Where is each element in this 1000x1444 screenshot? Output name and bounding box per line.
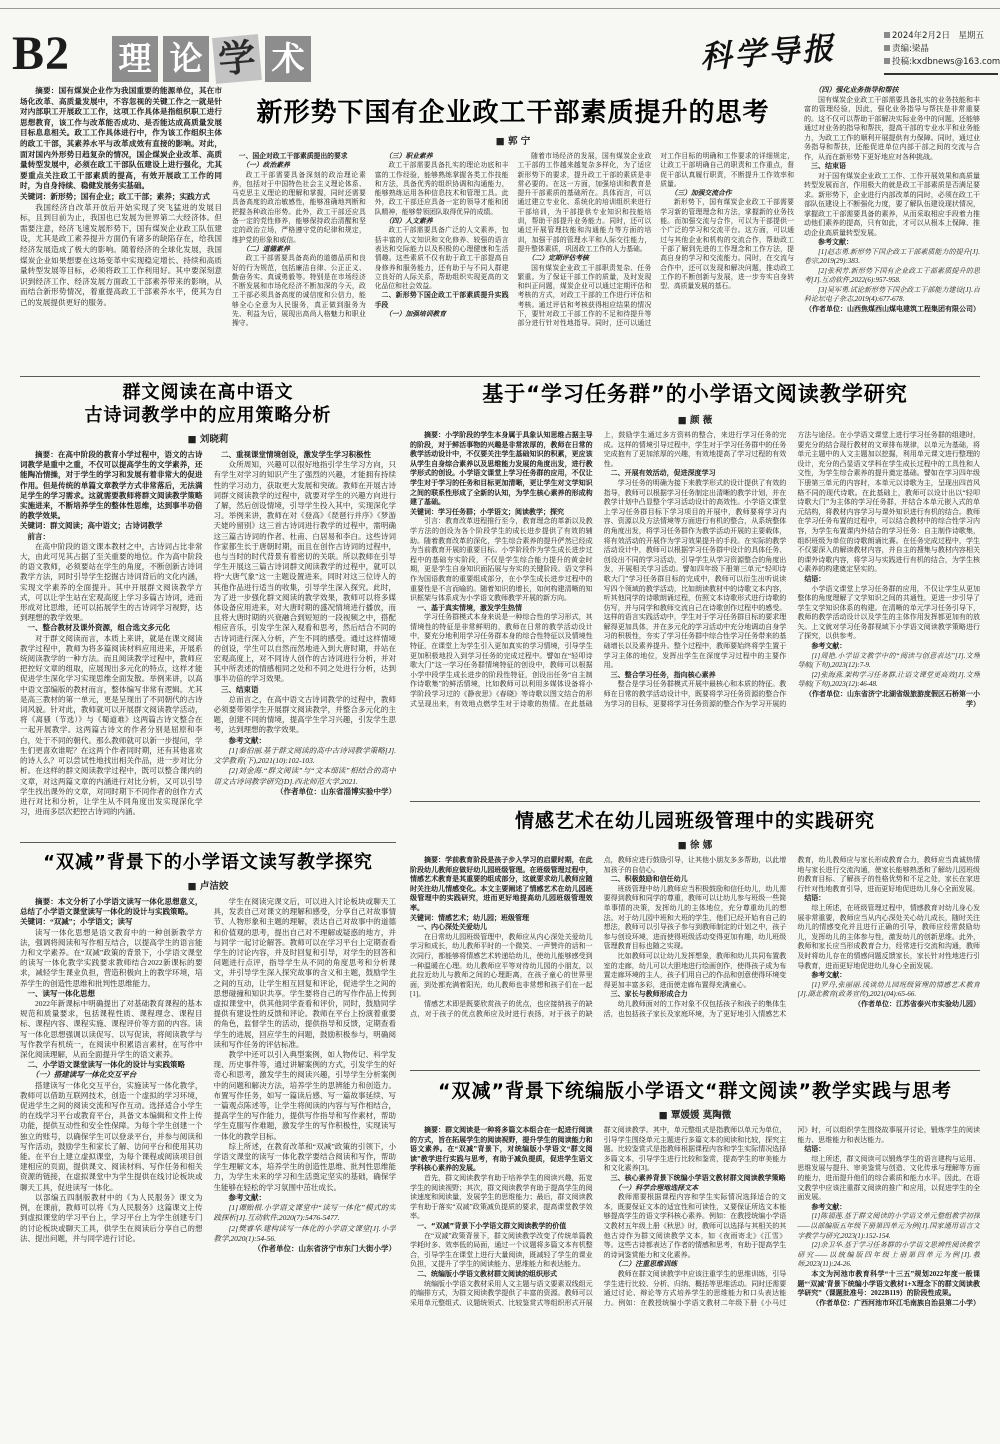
text-block-ref: [1]谭贻根.小学语文课堂中“读写一体化”模式的实践探析[J].互动软件,2020(7):5476-5477. bbox=[213, 1203, 396, 1223]
text-block-kw: 关键词：学习任务群；小学语文；阅读教学；探究 bbox=[410, 507, 564, 516]
article-qunwen-gushici bbox=[20, 382, 396, 843]
text-block-h2: （三）职业素养 bbox=[384, 153, 433, 160]
text-block-h1: 三、家长与教师形成合力 bbox=[610, 990, 688, 999]
article6-author: ■ 覃媛媛 莫陶微 bbox=[658, 1110, 732, 1121]
text-block-h1: 三、结束语 bbox=[811, 162, 846, 170]
text-block-unit: （作者单位：广西河池市环江毛南族自治县第二小学） bbox=[811, 1298, 980, 1307]
text-block-ref: [2]张利芳.新形势下国有企业政工干部素质提升的思考[J].互动软件,2022(6):957-958. bbox=[804, 266, 980, 284]
text-block-kw: 关键词：情感艺术；幼儿园；班级管理 bbox=[410, 913, 529, 922]
text-block-p: 对于群文阅读而言，本质上来讲，就是在课文阅读教学过程中，教师为将多篇阅读材料应用进来，开展系统阅读教学的一种方法。而且阅读教学过程中，教师应把控好文章的组取，应展现出多元化的特点，这样才能促进学生深化学习实现思维全面发散。举例来讲，以高中语文部编版的教材而言，整体编写非常有逻辑。尤其是高三教材的第一单元，更是呈现出了不同朝代的古诗词风貌。针对此，教师就可以开展群文阅读教学活动，将《离骚（节选）》与《蜀道难》这两篇古诗文整合在一起开展教学。这两篇古诗文的作者分别是屈原和李白，处于不同的朝代。那么教师就可以新一步提问，学生们更喜欢谁呢？在这两个作者同时期，还有其他喜欢的诗人么？可以尝试性地找出相关作品，进一步对比分析。在这样的群文阅读教学过程中，既可以整合课内的文章，对这两篇文章的内涵进行对比分析，又可以引导学生找出课外的文章，对同时期下不同作者的创作方式进行对比和分析，让学生从不同角度出发实现深化学习，进而多层次把控古诗词的内涵。 bbox=[20, 633, 203, 817]
text-block-unit: （作者单位：山东省济宁市东门大街小学） bbox=[253, 1243, 396, 1253]
text-block-p: 情感艺术即是既要欣赏孩子的优点，也应接纳孩子的缺点，对于孩子的优点教师应及时进行表扬，对于孩子的缺点，教师应进行鼓励引导，让其他小朋友多多帮助，以此增加孩子的自信心。 bbox=[410, 856, 787, 1018]
text-block-p: 比如教师可以让幼儿发挥想象，教师和幼儿共同布置教室的走廊，幼儿可以大胆地进行绘画创作，使得孩子成为布置走廊环境的主人，孩子们用自己的作品和创意使得环境变得更加丰富多彩，进而使走廊布置得充满童心。 bbox=[603, 951, 787, 989]
text-block-p: 综上所述，群文阅读可以锻炼学生的语言建构与运用、思维发展与提升、审美鉴赏与创造、文化传承与理解等方面的能力，进而提升他们的综合素质和能力水平。因此，在语文教学中应该注重群文阅读的推广和应用，以促进学生的全面发展。 bbox=[797, 1154, 980, 1202]
text-block-h2: （一）搭建读写一体化交互平台 bbox=[31, 1070, 137, 1080]
text-block-unit: （作者单位：江苏省泰兴市实验幼儿园） bbox=[853, 999, 980, 1008]
text-block-p: 新形势下，国有煤炭企业政工干部需要学习新的管理理念和方法，掌握新的业务技能。而加强交流与合作，可以为干部提供一个广泛的学习和交流平台。这方面，可以通过与其他企业和机构的交流合作，帮助政工干部了解到先进的工作理念和工作方法，提高自身的学习和交流能力。同时，在交流与合作中，还可以发现和解决问题，推动政工工作的不断创新与发展，进一步夯实自身转型、高质量发展的基石。 bbox=[660, 199, 794, 291]
text-block-h1: 二、开展有效活动，促进深度学习 bbox=[610, 469, 716, 478]
text-block-h2: （四）人文素养 bbox=[384, 218, 433, 226]
article5-author: ■ 卢洁姣 bbox=[187, 881, 229, 892]
editor-line: 责编:梁晶 bbox=[884, 43, 998, 56]
text-block-h2: （一）政治素养 bbox=[242, 162, 290, 170]
text-block-p: 综上所述，在教育改革和“双减”政策的引领下，小学语文课堂的读写一体化教学要结合阅读和写作，帮助学生理解文本，培养学生的创造性思维、批判性思维能力，为学生未来的学习和生活奠定坚实的基础，确保学生能够在轻松的学习氛围中茁壮成长。 bbox=[213, 1141, 396, 1192]
text-block-ref: [1]罗丹,张丽丽.浅谈幼儿园班级管理的情感艺术教育[J].湖北教育(政务宣传),2021(04):65-66. bbox=[797, 980, 980, 999]
text-block-p: 综上所述，在班级管理过程中，情感教育对幼儿身心发展非常重要，教师应当从内心深处关心幼儿成长，随时关注幼儿的情感变化并且进行正确的引导，教师应经常鼓励幼儿，发挥幼儿的主体参与性，激发幼儿的创新思维。此外，教师和家长应当形成教育合力，经常进行交流和沟通，教师及时将幼儿存在的情感问题反馈家长，家长针对性地进行引导教育，进而更好地促进幼儿身心全面发展。 bbox=[797, 903, 980, 970]
text-block-ref: [1]秦伯丽.基于群文阅读的高中古诗词教学策略[J].文学教育(下),2021(10):102-103. bbox=[213, 745, 396, 766]
article5-title: “双减”背景下的小学语文读写教学探究 bbox=[43, 852, 373, 873]
text-block-h1: 一、读写一体化思想 bbox=[27, 988, 95, 998]
text-block-p: 引言：教育改革进程推行至今，教育理念的革新以及教学方法的创设为各个阶段学生的成长进步提供了有效的辅助。随着教育改革的深化，学生综合素养的提升俨然已经成为当前教育开展的重要目标。小学阶段作为学生成长进步过程中的基础夯实阶段，不仅是学生综合能力提升的黄金时期，更是学生自身知识面拓展与夯实的关键阶段。语文学科作为国语教育的重要组成部分，在小学生成长进步过程中的重要性是不言而喻的。随着知识的增长，如何构建清晰的知识框架与体系成为小学语文教师教学开展的新方向。 bbox=[410, 517, 593, 603]
text-block-kw: 关键词：“双减”；小学语文；读写 bbox=[20, 917, 133, 927]
text-block-h1: 一、“双减”背景下小学语文群文阅读教学的价值 bbox=[417, 1221, 567, 1230]
text-block-unit: （作者单位：山西焦煤西山煤电建筑工程集团有限公司） bbox=[805, 304, 980, 313]
article3-author: ■ 颜 薇 bbox=[677, 415, 713, 426]
article4-title: 情感艺术在幼儿园班级管理中的实践研究 bbox=[514, 810, 875, 832]
text-block-p: 班级管理中幼儿教师应当积极鼓励和信任幼儿，幼儿需要得到教师和同学的尊重，教师可以让幼儿参与班级一些简单事情的决策，发挥幼儿的主体地位，充分尊重幼儿的想法。对于幼儿园中班和大班的学生，他们已经开始有自己的想法，教师可以引导孩子参与到教师制定的计划之中，孩子参与创设环境，进而使得班级活动变得更加有趣，幼儿班级管理教育目标也随之实现。 bbox=[603, 884, 787, 951]
text-block-note: 本文为河池市教育科学“十三五”规划2022年度一般课题“‘双减’背景下统编小学语文教材1+X理念下的群文阅读教学研究”（课题批准号：2022B119）的阶段性成果。 bbox=[797, 1269, 980, 1298]
text-block-p: 幼儿教师面对的工作对象不仅包括孩子和孩子的集体生活，也包括孩子家长及家庭环境，为了更好地引入情感艺术教育，幼儿教师应与家长形成教育合力，教师应当真诚热情地与家长进行交流沟通，使家长能够熟悉和了解幼儿园班级的教育目标、了解孩子的性格优势和不足之处，家长在家进行针对性地教育引导，进而更好地促进幼儿身心全面发展。 bbox=[603, 856, 980, 1018]
text-block-abs: 摘要：在高中阶段的教育小学过程中，语文的古诗词教学是重中之重，不仅可以提高学生的文学素养，还能陶冶情操，对于学生的学习和发展有着非常大的促进作用。但是传统的单篇文章教学方式非常落后，无法满足学生的学习需求。这就需要教师将群文阅读教学策略实施进来，不断培养学生的整体性思维，达到事半功倍的教学效果。 bbox=[20, 450, 203, 521]
article4-body bbox=[410, 856, 980, 1070]
bullet-square-icon bbox=[884, 45, 890, 51]
text-block-ref: [2]刘金海.“群文阅读”与“文本细读”相结合的高中语文古诗词教学研究[D].西北师范大学,2021. bbox=[213, 766, 396, 786]
text-block-h1: 二、积极鼓励和信任幼儿 bbox=[610, 875, 688, 884]
article-qinggan-yishu bbox=[410, 806, 980, 1071]
text-block-p: 以部编五四制版教材中的《为人民服务》课文为例，在课前，教师可以将《为人民服务》这篇课文上传到虚拟课堂的学习平台上，学习平台上为学生创建专门的讨论板块或聊天工具，供学生在阅读后分享自己的想法、提出问题，并与同学进行讨论。 bbox=[20, 1192, 203, 1243]
text-block-h1: 一、内心深处关爱幼儿 bbox=[417, 923, 487, 932]
text-block-p: 统编版小学语文教材采用人文主题与语文要素双线组元的编排方式，为群文阅读教学提供了丰富的资源。教师可以采用单元整组式、议题统领式、比较鉴赏式等组织形式开展群文阅读教学。其中，单元整组式是指教师以单元为单位，引导学生围绕单元主题进行多篇文本的阅读和比较，探究主题。比较鉴赏式是指教师根据课程内容和学生实际情况选择多篇文本，引导学生进行比较和鉴赏，提高学生的审美能力和文化素养[3]。 bbox=[410, 1126, 787, 1307]
text-block-ref: [1]周艳.小学语文教学中的“阅读与创意表达”[J].文理导航(下旬),2023(12):7-9. bbox=[797, 651, 980, 670]
article2-author: ■ 刘晓莉 bbox=[187, 434, 229, 445]
text-block-p: 2022年新课标中明确提出了对基础教育课程的基本规范和质量要求，包括课程性质、课程理念、课程目标、课程内容、课程实施、课程评价等方面的内容。读写一体化思想强调以读促写、以写促读，将阅读教学与写作教学有机统一，在阅读中积累语言素材，在写作中深化阅读理解，从而全面提升学生的语文素养。 bbox=[20, 999, 203, 1060]
section-char-box: 术 bbox=[265, 36, 311, 82]
text-block-p: 众所周知，兴趣可以很好地指引学生学习方向，只有学生对学习的知识产生了强烈的兴趣，才能拥有持续性的学习动力，获取更大发展和突破。教师在开展古诗词群文阅读教学的过程中，就要对学生的兴趣方向进行了解，然后创设情境，引导学生投入其中，实现深化学习。举例来讲，教师在对《登高》《琵琶行并序》《梦游天姥吟留别》这三首古诗词进行教学的过程中，需明确这三篇古诗词的作者、杜甫、白居易和李白。这些诗词作家都生长于唐朝时期，而且在创作古诗词的过程中，也与当时的时代背景有着密切的关联。所以教师在引导学生开展这三篇古诗词群文阅读教学的过程中，就可以将“大唐气象”这一主题设置进来，同时对这三位诗人的其他作品进行适当的收集，引导学生深入探究。此时，为了进一步强化群文阅读的教学效果，教师可以将多媒体设备应用进来，对大唐时期的盛况情境进行播放，而且将大唐时期的兴衰融合到短短的一段视频之中，搭配相应音乐，引发学生深入观看和思考，然后结合不同的古诗词进行深入分析，产生不同的感受。通过这样情境的创设，学生可以自然而然地进入到大唐时期，并站在宏观高度上，对不同诗人创作的古诗词进行分析，并对其中所表述的情感相同之处和不同之处进行分析，达到事半功倍的学习效果。 bbox=[213, 460, 396, 684]
text-block-abs: 摘要：国有煤炭企业作为我国重要的能源单位，其在市场化改革、高质量发展中，不容忽视的关键工作之一就是针对内部职工开展政工工作，这项工作具体是指组织职工进行思想教育，该工作与改革能否成功、是否能达成高质量发展目标息息相关。政工工作具体进行中，作为该工作组织主体的政工干部，其素养水平与改革成效有直接的影响。对此，面对国内外形势日趋复杂的情况，国企煤炭企业改革、高质量转型发展中，必须在政工干部队伍建设上进行强化，尤其要重点关注政工干部素质的提高，有效开展政工工作的同时，为自身持续、稳健发展务实基础。 bbox=[20, 86, 222, 191]
text-block-h1: 一、基于真实情境，激发学生热情 bbox=[417, 603, 522, 612]
text-block-p: 对于国有煤炭企业政工工作、工作开展效果和高质量转型发展而言，作用极大的就是政工干部素质是否满足要求。新形势下，企业进行内部改革的同时，必须在政工干部队伍建设上不断强化力度，要了解队伍建设现状情况，掌握政工干部需要具备的素养，从而采取相应手段着力推动他们素养的提高，只有如此，才可以从根本上保障、推动企业高质量转型发展。 bbox=[804, 171, 980, 237]
text-block-kw: 关键词：新形势；国有企业；政工干部；素养；实践方式 bbox=[20, 191, 210, 201]
text-block-kw: 关键词：群文阅读；高中语文；古诗词教学 bbox=[20, 521, 163, 531]
text-block-h1: 结语： bbox=[804, 574, 826, 583]
text-block-p: 在日常幼儿园班级管理中，教师应从内心深处关爱幼儿学习和成长，幼儿教师平时的一个微笑、一声赞许的话和一次同行，都能够将情感艺术转递给幼儿，使幼儿能够感受到一种温暖在心理。幼儿教师应平等对待幼儿园的小朋友，以此拉近幼儿与教师之间的心理距离，在孩子童心的世界里面，到处都充满着阳光，幼儿教师也非常想和孩子们在一起[1]。 bbox=[410, 932, 593, 999]
article2-title-line2: 古诗词教学中的应用策略分析 bbox=[84, 404, 332, 426]
text-block-p: 我国经济自改革开放后开始实现了突飞猛进的发展目标，且到目前为止，我国也已发展为世界第二大经济体。但需要注意，经济飞速发展形势下，国有煤炭企业政工队伍建设，尤其是政工素养提升方面仍有诸多的缺陷存在，给我国经济发展造成了极大的影响。随着经济的全球化发展，我国煤炭企业如果想要在这场变革中实现稳定增长、持续和高质量转型发展等目标，必须将政工工作利用好。其中要深刻意识到经济工作、经济发展方面政工干部素养带来的影响，从而结合新形势情况，着重提高政工干部素养水平，使其为自己的发展提供更好的服务。 bbox=[20, 202, 222, 307]
text-block-h1: 二、小学语文课堂读写一体化的设计与实践策略 bbox=[27, 1060, 185, 1070]
text-block-h1: 一、国企对政工干部素质提出的要求 bbox=[238, 152, 348, 160]
article1-author: ■ 郭 宁 bbox=[495, 136, 531, 147]
text-block-h1: 二、统编版小学语文教材群文阅读的组织形式 bbox=[417, 1269, 557, 1278]
submit-email-line: 投稿:kxdbnews@163.com bbox=[884, 56, 998, 69]
text-block-p: 首先，群文阅读教学有助于培养学生的阅读兴趣，拓宽学生的阅读视野；其次，群文阅读教学有助于提高学生的阅读速度和阅读量，发展学生的思维能力；最后，群文阅读教学有助于落实“双减”政策减负提质的要求，提高课堂教学效率。 bbox=[410, 1173, 593, 1221]
text-block-h1: 二、重视课堂情境创设，激发学生学习积极性 bbox=[221, 450, 371, 459]
text-block-h1: 三、结束语 bbox=[221, 684, 259, 694]
text-block-refh: 参考文献： bbox=[228, 735, 266, 745]
text-block-h1: 三、核心素养背景下统编小学语文教材群文阅读教学策略 bbox=[610, 1173, 786, 1182]
text-block-h1: 二、新形势下国企政工干部素质提升实践手段 bbox=[374, 291, 509, 309]
text-block-p: 小学语文课堂上学习任务群的应用，不仅让学生从更加整体的角度理解了文学知识之间的共通性，更进一步引导了学生文学知识体系的构建。在清晰的单元学习任务引导下，教师的教学活动设计以及学生的主体作用发挥都更加有的放矢。上文就对学习任务群视域下小学语文阅读教学策略进行了探究，以供参考。 bbox=[797, 584, 980, 641]
text-block-unit: （作者单位：山东省淄博实验中学） bbox=[276, 786, 396, 796]
text-block-p: 教师在群文阅读教学中应该注重学生的思维训练，引导学生进行比较、分析、归纳、概括等思维活动。同时还需要通过讨论、辩论等方式培养学生的思维能力和口头表达能力。例如：在教授统编小学语文教材二年级下册《小马过河》时，可以组织学生围绕故事展开讨论，锻炼学生的阅读能力、思维能力和表达能力。 bbox=[603, 1126, 980, 1307]
page-number: B2 bbox=[12, 27, 71, 80]
text-block-p: 在“双减”政策背景下，群文阅读教学改变了传统单篇教学耗时多、效率低的局面，通过一个议题将多篇文本有机整合，引导学生在课堂上进行大量阅读，既减轻了学生的课业负担，又提升了学生的阅读能力、思维能力和表达能力。 bbox=[410, 1231, 593, 1269]
top-rule bbox=[0, 8, 1000, 9]
text-block-p: 政工干部需要具备扎实的理论功底和丰富的工作经验，能够熟练掌握各类工作技能和方法，具备优秀的组织协调和沟通能力，能够熟练运用各种信息技术和管理工具。此外，政工干部还应具备一定的领导才能和团队精神，能够带领团队取得优异的成绩。 bbox=[374, 162, 509, 216]
text-block-h2: （二）定期评估考核 bbox=[527, 255, 589, 263]
text-block-p: 教师需要根据课程内容和学生实际情况选择适合的文本，既要保证文本的适宜性和可读性，又要保证所选文本能够提高学生的语文学科核心素养。例如：在教授统编小学语文教材五年级上册《秋思》时，教师可以选择与其相关的其他古诗作为群文阅读教学文本，如《夜雨寄北》《江雪》等。这些古诗都表达了作者的情感和思考，有助于提高学生的诗词鉴赏能力和文化素养。 bbox=[603, 1193, 787, 1259]
section-char-box: 论 bbox=[163, 36, 209, 82]
article2-body bbox=[20, 450, 396, 842]
text-block-abs: 摘要：小学阶段的学生本身属于具象认知思维占据主导的阶段，对于鲜活事物的兴趣是非常浓厚的，教师在日常的教学活动设计中，不仅要关注学生基础知识的积累，更应该从学生自身综合素养以及思维能力发展的角度出发，进行教学形式的创设。小学语文课堂上学习任务群的应用，不仅让学生对于学习的任务和目标更加清晰，更让学生对文学知识之间的联系性形成了全新的认知，为学生核心素养的形成构建了基础。 bbox=[410, 431, 593, 507]
section-char-box: 学 bbox=[212, 34, 262, 84]
article-guoqi-zhenggong bbox=[20, 86, 980, 377]
text-block-ref: [1]陈福莲.基于群文阅读的小学语文单元整组教学初探——以部编版五年级下册第四单元为例[J].国家通用语言文字教学与研究,2023(1):152-154. bbox=[797, 1212, 980, 1240]
text-block-ref: [2]樊睿华.建构读写一体化的小学语文课堂[J].小学教学,2020(1):54-56. bbox=[213, 1223, 396, 1243]
article-shuangjian-duxie bbox=[20, 848, 396, 1436]
text-block-p: 在高中阶段的语文课本教材之中，古诗词占比非常大，由此可见其占据了至关重要的地位。作为高中阶段的语文教师，必须要站在学生的角度，不断创新古诗词教学方法，同时引导学生挖掘古诗词背后的文化内涵，实现文学素养的全面提升。其中开展群文阅读教学方式，可以让学生站在宏观高度上学习多篇古诗词，进而形成对比思维，还可以拓展学生的古诗词学习视野，达到理想的教学效果。 bbox=[20, 541, 203, 623]
text-block-h1: 前言： bbox=[27, 531, 50, 541]
text-block-h2: （一）科学合理地选择文本 bbox=[614, 1183, 699, 1192]
text-block-h2: （一）加强培训教育 bbox=[384, 311, 447, 319]
text-block-abs: 摘要：本文分析了小学语文读写一体化思想意义，总结了小学语文课堂读写一体化的设计与实践策略。 bbox=[20, 897, 203, 917]
article1-title: 新形势下国有企业政工干部素质提升的思考 bbox=[256, 98, 770, 128]
text-block-p: 读写一体化思想是语文教育中的一种创新教学方法，强调将阅读和写作相互结合，以提高学生的语言能力和文学素养。在“双减”政策的背景下，小学语文课堂的读写一体化教学实践要求教师结合2022新课标的要求，减轻学生课业负担，营造积极向上的教学环境，培养学生的创造性思维和批判性思维能力。 bbox=[20, 927, 203, 988]
text-block-ref: [1]赵志勇.新形势下国企政工干部素质能力的提升[J].卷宗,2019(29):383. bbox=[804, 247, 980, 265]
text-block-p: 学生在阅读完课文后，可以进入讨论板块或聊天工具，发表自己对课文的理解和感受，分享自己对故事情节、人物形象和主题的理解，表达自己对故事中的道德和价值观的思考，提出自己对不理解或疑惑的地方，并与同学一起讨论解答。教师可以在学习平台上定期查看学生的讨论内容，并及时回复和引导，对学生的回答和问题进行点评，指导学生从不同的角度思考和分析课文，并引导学生深入探究故事的含义和主题，鼓励学生之间的互动，让学生相互回复和评论，促进学生之间的思想碰撞和知识共享。学生要将自己的写作作品上传到虚拟课堂中，供其他同学查看和评价，同时，鼓励同学提供有建设性的反馈和评论。教师在平台上扮演着重要的角色，监督学生的活动，提供指导和反馈，定期查看学生的进展，回应学生的问题，鼓励积极参与，明确阅读和写作任务的评估标准。 bbox=[213, 897, 396, 1049]
text-block-ref: [2]余卫华.基于学习任务群的小学语文思辨性阅读教学研究——以统编版四年级上册第四单元为例[J].教师,2023(11):24-26. bbox=[797, 1241, 980, 1269]
text-block-h2: （二）注重思维训练 bbox=[614, 1260, 678, 1269]
date-line: 2024年2月2日 星期五 bbox=[884, 30, 998, 43]
article4-author: ■ 徐 娜 bbox=[677, 840, 713, 851]
issue-info bbox=[884, 30, 998, 75]
text-block-p: 随着市场经济的发展，国有煤炭企业政工干部的工作越来越复杂多样化，为了适应新形势下的要求，提升政工干部的素质是非常必要的。在这一方面，加强培训和教育是提升干部素质的基础所在。具体而言，可以通过建立专业化、系统化的培训组织来进行干部培训，为干部提供专业知识和技能培训，帮助干部提升业务能力。同时，还可以通过开展管理技能和沟通能力等方面的培训，加强干部的管理水平和人际交往能力，提升整体素质，巩固政工工作的人力基础。 bbox=[517, 153, 652, 253]
article-shuangjian-qunwen bbox=[410, 1076, 980, 1436]
text-block-h2: （四）强化业务指导和帮扶 bbox=[814, 86, 899, 94]
text-block-abs: 摘要：学前教育阶段是孩子步入学习的启蒙时期，在此阶段幼儿教师应做好幼儿园班级管理。在班级管理过程中，情感艺术教育是其重要的组成部分，这就要求幼儿教师应随时关注幼儿情感变化。本文主要阐述了情感艺术在幼儿园班级管理中的实践研究，进而更好地提高幼儿园班级管理效率。 bbox=[410, 856, 593, 912]
text-block-ref: [2]张海燕.架构学习任务群,让语文课堂更高效[J].文理导航(下旬),2023(12):46-48. bbox=[797, 670, 980, 689]
text-block-p: 国有煤炭企业政工干部职责复杂、任务繁重。为了保证干部工作的质量，及时发现和纠正问题，煤炭企业可以通过定期评估和考核的方式，对政工干部的工作进行评估和考核。通过评估和考核获得相应结果的情况下，要针对政工干部工作的不足和待提升等部分进行针对性地指导。同时，还可以通过对工作目标的明确和工作要求的详细规定，让政工干部明确自己的职责和工作重点，督促干部认真履行职责，不断提升工作效率和质量。 bbox=[517, 153, 794, 328]
text-block-abs: 摘要：群文阅读是一种将多篇文本组合在一起进行阅读的方式，旨在拓展学生的阅读视野，提升学生的阅读能力和语文素养。在“双减”背景下，对统编版小学语文“群文阅读”教学进行实践与思考，有助于减负提质，促进学生语文学科核心素养的发展。 bbox=[410, 1126, 593, 1173]
text-block-p: 国有煤炭企业政工干部需要具备扎实的业务技能和丰富的管理经验，因此，强化业务指导与帮扶是非常重要的。这不仅可以帮助干部解决实际业务中的问题，还能够通过对业务的指导和帮扶，提高干部的专业水平和业务能力，为政工工作的顺利开展提供有力保障。同时，通过业务指导和帮扶，还能促进单位内部干部之间的交流与合作，从而在新形势下更好地应对各种挑战。 bbox=[804, 95, 980, 161]
text-block-h2: （三）加强交流合作 bbox=[670, 190, 732, 198]
section-char-box: 理 bbox=[112, 36, 158, 82]
text-block-refh: 参考文献： bbox=[228, 1192, 266, 1202]
text-block-p: 政工干部需要具备广泛的人文素养，包括丰富的人文知识和文化修养、较强的语言表达和交际能力以及积极的心理健康和生活情趣。这些素质不仅有助于政工干部提高自身修养和服务能力，还有助于与不同人群建立良好的人际关系，帮助组织实现更高的文化品位和社会效益。 bbox=[374, 227, 509, 291]
text-block-p: 教学中还可以引入典型案例，如人物传记、科学发现、历史事件等，通过讲解案例的方式，引发学生的好奇心和思考，激发学生的阅读兴趣，引导学生分析案例中的问题和解决方法，培养学生的思辨能力和创造力。布置写作任务，如写一篇读后感、写一篇故事延续、写一篇观点陈述等，让学生将阅读的内容与写作相结合，提高学生的写作能力，提供写作指导和写作素材，帮助学生克服写作难题，激发学生的写作积极性，实现读写一体化的教学目标。 bbox=[213, 1050, 396, 1141]
text-block-refh: 参考文献： bbox=[811, 971, 847, 980]
text-block-h1: 结语： bbox=[804, 1145, 826, 1154]
text-block-ref: [3]吴军勇.试论新形势下国企政工干部能力建设[J].百科论坛电子杂志,2019(4):677-678. bbox=[804, 285, 980, 303]
text-block-p: 政工干部需要具备深刻的政治理论素养，包括对于中国特色社会主义理论体系、马克思主义理论的理解和掌握，同时还需要具备高度的政治敏感性，能够准确地判断和把握各种政治形势。此外，政工干部还应具备一定的党性修养，能够保持政治清醒和坚定的政治立场，严格遵守党的纪律和规定，维护党的形象和威信。 bbox=[232, 171, 366, 244]
text-block-p: 整合是学习任务群模式开展中最核心和本质的特征。教师在日常的教学活动设计中，既要将学习任务资源的整合作为学习的目标，更要将学习任务资源的整合作为学习开展的方法与途径。在小学语文课堂上进行学习任务群的组建时，要充分的结合现行教材的文章排布规律，以单元为基础，将单元主题中的人文主题加以挖掘，利用单元课文进行整理的设计，充分的凸显语文学科在学生成长过程中的工具性和人文性，为学生综合素养的提升奠定基础。譬如在学习四年级下册第三单元的内容时，本单元以诗歌为主，呈现出四首风格不同的现代诗歌。在此基础上，教师可以设计出以“轻叩诗歌大门”为主体的学习任务群，并结合本单元嵌入式的单元结构，将教材内容学习与课外知识进行有机的结合。教师在学习任务布置的过程中，可以结合教材中的综合性学习内容，为学生布置课内外结合的学习任务：自主制作诗歌集，组织班级为单位的诗歌朗诵比赛。在任务完成过程中，学生不仅要深入的解读教材内容，并自主的搜集与教材内容相关的课外诗歌内容，将学习与实践进行有机的结合，为学生核心素养的构建奠定坚实的。 bbox=[603, 431, 980, 708]
article5-body bbox=[20, 897, 396, 1436]
text-block-refh: 参考文献： bbox=[811, 642, 847, 651]
bullet-square-icon bbox=[884, 32, 890, 38]
article3-title: 基于“学习任务群”的小学语文阅读教学研究 bbox=[482, 382, 908, 406]
article6-title: “双减”背景下统编版小学语文“群文阅读”教学实践与思考 bbox=[438, 1080, 952, 1102]
text-block-h2: （二）道德素养 bbox=[242, 245, 290, 253]
text-block-p: 政工干部需要具备高尚的道德品质和良好的行为规范，包括廉洁自律、公正正义、勤奋务实、真诚勇毅等。特别是在市场经济不断发展和市场化经济不断加深的今天，政工干部必须具备高度的诚信度和公信力，能够全心全意为人民服务，真正做到服务为先、利益为后，展现出高尚人格魅力和职业操守。 bbox=[232, 255, 366, 328]
text-block-p: 学习任务的明确为接下来教学形式的设计提供了有效的指导，教师可以根据学习任务制定出清晰的教学计划，并在教学计划中凸显整个学习活动设计的高效性。小学语文课堂上学习任务群目标下学习项目的开展中，教师要将学习内容、资源以及方法情境等方面进行有机的整合，从系统整体的角度出发，将学习任务群作为教学活动开展的主要载体，将有效活动的开展作为学习效果提升的手段。在实际的教学活动设计中，教师可以根据学习任务群中设计的具体任务、创设出不同的学习活动，引导学生从学习资源整合的角度出发，开展相关学习活动。譬如四年级下册第三单元“轻叩诗歌大门”学习任务群目标的完成中，教师可以衍生出听说读写四个领域的教学活动，比如朗读教材中的诗歌文本内容，听其他同学的诗歌朗诵过程，仿照文本诗歌形式进行诗歌的仿写，并与同学和教师交流自己在诗歌创作过程中的感受。这样的语言实践活动中，学生对于学习任务群目标的要求理解得更加具体，并在多元化的学习活动中充分地调动自身学习的积极性，夯实了学习任务群中综合性学习任务带来的基础增长以及素养提升。整个过程中，教师要始终将学生置于学习主体的地位，发挥出学生在深度学习过程中的主要作用。 bbox=[603, 478, 787, 670]
article1-right-column bbox=[804, 86, 980, 374]
article-xuexirenwuqun bbox=[410, 378, 980, 802]
article1-abstract-column bbox=[20, 86, 222, 374]
article6-body bbox=[410, 1126, 980, 1436]
text-block-h1: 结语： bbox=[804, 894, 826, 903]
section-logo bbox=[112, 36, 311, 82]
masthead-logo: 科学导报 bbox=[699, 30, 838, 76]
article1-body bbox=[232, 152, 794, 374]
text-block-p: 学习任务群模式本身来说是一种综合性的学习形式，其情境性的特征是非常鲜明的，教师在日常的教学活动设计中，要充分地利用学习任务群本身的综合性特征以及情境性特征，在课堂上为学生引入更加真实的学习情境，引导学生更加积极地投入到学习任务的完成过程中。譬如在“轻叩诗歌大门”这一学习任务群情境特征的创设中，教师可以根据小学中段学生成长进步的阶段性特征，创设出任务“自主制作诗歌集”的鲜活情境，比如教师可以利用多媒体设备将小学阶段学习过的《静夜思》《春晓》等诗歌以图文结合的形式呈现出来，有效地点燃学生对于诗歌的热情。在此基础上，鼓励学生通过多方资料的整合，来进行学习任务的完成。这样的情境引导过程中，学生对于学习任务群中的任务完成抱有了更加浓厚的兴趣，有效地提高了学习过程的有效性。 bbox=[410, 431, 787, 708]
article2-title-line1: 群文阅读在高中语文 bbox=[122, 382, 294, 403]
text-block-p: 搭建读写一体化交互平台，实施读写一体化教学，教师可以借助互联网技术，创造一个虚拟的学习环境，促进学生之间的阅读交流和写作互动。选择适合小学生的在线学习平台或教育平台，具备文本编辑和文件上传功能，提供互动性和安全性保障。为每个学生创建一个独立的账号，以确保学生可以登录平台，并参与阅读和写作活动，鼓励学生和家长了解、访问平台和使用其功能。在平台上建立虚拟课堂，为每个课程或阅读项目创建相应的页面，提供课文、阅读材料、写作任务和相关资源的链接，在虚拟课堂中为学生提供在线讨论板块或聊天工具，促进读写一体化。 bbox=[20, 1080, 203, 1192]
text-block-refh: 参考文献： bbox=[811, 1202, 847, 1211]
article3-body bbox=[410, 431, 980, 801]
bullet-square-icon bbox=[884, 58, 890, 64]
text-block-p: 总而言之，在高中语文古诗词教学的过程中，教师必须要带领学生开展群文阅读教学，并整合多元化的主题，创建不同的情境，提高学生学习兴趣，引发学生思考，达到理想的教学效果。 bbox=[213, 694, 396, 735]
text-block-h1: 一、整合教材及课外资源，组合选文多元化 bbox=[27, 623, 170, 633]
text-block-h1: 三、整合学习任务，指向核心素养 bbox=[610, 670, 716, 679]
text-block-unit: （作者单位：山东省济宁北湖省级旅游度假区石桥第一小学） bbox=[804, 690, 980, 708]
text-block-refh: 参考文献： bbox=[818, 238, 853, 246]
